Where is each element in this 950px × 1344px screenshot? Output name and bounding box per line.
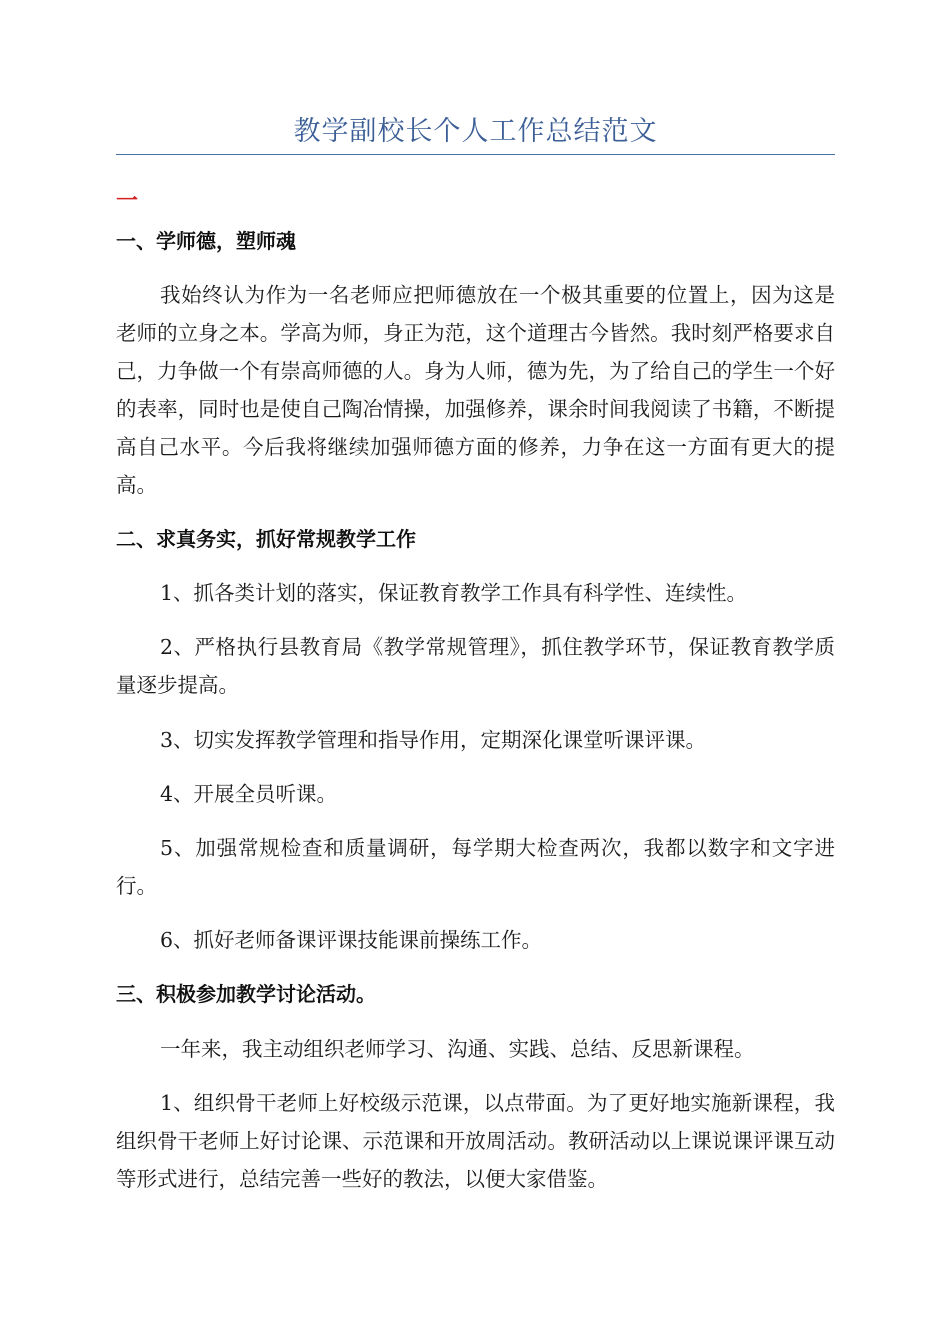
list-item: 2、严格执行县教育局《教学常规管理》，抓住教学环节，保证教育教学质量逐步提高。 [116,635,835,697]
section-2 [116,520,835,558]
paragraph: 一年来，我主动组织老师学习、沟通、实践、总结、反思新课程。 [160,1037,755,1061]
section-3 [116,975,835,1013]
list-item: 5、加强常规检查和质量调研，每学期大检查两次，我都以数字和文字进行。 [116,836,835,898]
document-title: 教学副校长个人工作总结范文 [293,116,658,147]
section-heading: 三、积极参加教学讨论活动。 [116,982,376,1006]
list-item: 3、切实发挥教学管理和指导作用，定期深化课堂听课评课。 [160,728,707,752]
list-item: 1、组织骨干老师上好校级示范课，以点带面。为了更好地实施新课程，我组织骨干老师上好讨论课、示范课和开放周活动。教研活动以上课说课评课互动等形式进行，总结完善一些好的教法，以便大家借鉴。 [116,1091,835,1191]
title-divider [116,154,835,155]
paragraph: 我始终认为作为一名老师应把师德放在一个极其重要的位置上，因为这是老师的立身之本。学高为师，身正为范，这个道理古今皆然。我时刻严格要求自己，力争做一个有崇高师德的人。身为人师，德为先，为了给自己的学生一个好的表率，同时也是使自己陶冶情操，加强修养，课余时间我阅读了书籍，不断提高自己水平。今后我将继续加强师德方面的修养，力争在这一方面有更大的提高。 [116,283,835,497]
section-1 [116,222,835,260]
section-heading: 二、求真务实，抓好常规教学工作 [116,527,416,551]
list-item: 1、抓各类计划的落实，保证教育教学工作具有科学性、连续性。 [160,581,748,605]
list-item: 4、开展全员听课。 [160,782,338,806]
section-mark: 一 [116,188,139,214]
list-item: 6、抓好老师备课评课技能课前操练工作。 [160,928,543,952]
section-heading: 一、学师德，塑师魂 [116,229,296,253]
